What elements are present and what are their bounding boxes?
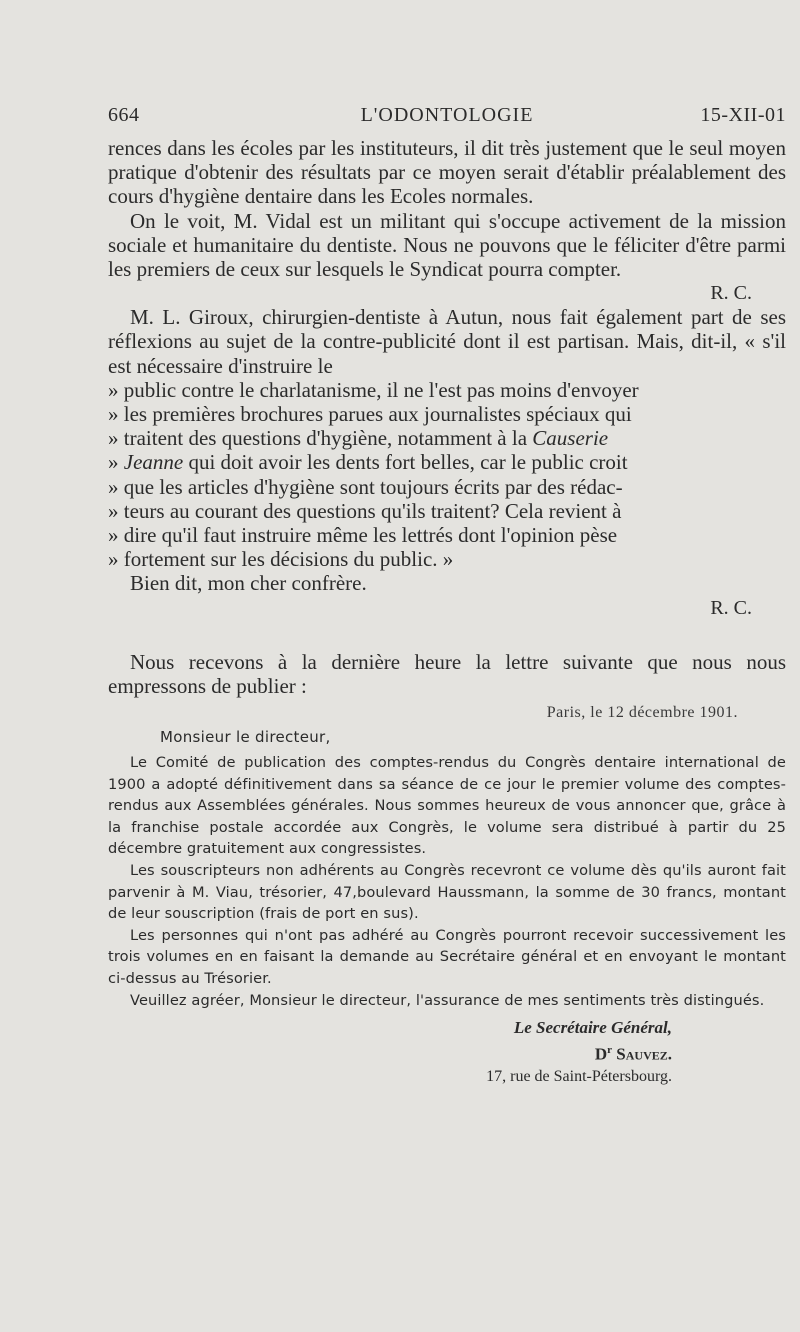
letter-salutation: Monsieur le directeur, xyxy=(160,728,331,747)
signature-address: 17, rue de Saint-Pétersbourg. xyxy=(486,1067,672,1085)
quote-line: » dire qu'il faut instruire même les lettrés dont l'opinion pèse xyxy=(108,523,618,548)
paragraph-3: M. L. Giroux, chirurgien-dentiste à Autun, nous fait également part de ses réflexions au sujet de la contre-publicité dont il est partisan. Mais, dit-il, « s'il est nécessaire d'instruire le xyxy=(108,305,786,378)
letter-paragraph-3: Les personnes qui n'ont pas adhéré au Congrès pourront recevoir successivement les trois volumes en en faisant la demande au Secrétaire général et en envoyant le montant ci-dessus au Trésorier. xyxy=(108,926,786,987)
initials-signature-1: R. C. xyxy=(710,282,752,305)
quote-mark: » xyxy=(108,450,124,475)
quote-line: » que les articles d'hygiène sont toujours écrits par des rédac- xyxy=(108,474,623,499)
paragraph-1: rences dans les écoles par les instituteurs, il dit très justement que le seul moyen pratique d'obtenir des résultats par ce moyen serait d'établir préalablement des cours d'hygiène dentaire dans les Ecoles normales. xyxy=(108,136,786,209)
quote-line-text: qui doit avoir les dents fort belles, car le public croit xyxy=(183,450,628,475)
signature-superscript: r xyxy=(607,1044,613,1057)
issue-date: 15-XII-01 xyxy=(700,104,786,126)
journal-title: L'ODONTOLOGIE xyxy=(360,104,534,126)
quote-line: » public contre le charlatanisme, il ne l'est pas moins d'envoyer xyxy=(108,377,639,402)
letter xyxy=(108,704,786,1088)
italic-jeanne: Jeanne xyxy=(123,450,184,475)
quote-line: » les premières brochures parues aux journalistes spéciaux qui xyxy=(108,402,632,427)
letter-place-date: Paris, le 12 décembre 1901. xyxy=(546,704,738,722)
letter-paragraph-4: Veuillez agréer, Monsieur le directeur, l'assurance de mes sentiments très distingués. xyxy=(130,991,765,1009)
paragraph-4: Bien dit, mon cher confrère. xyxy=(130,571,367,596)
article-body xyxy=(108,136,786,1088)
quoted-passage xyxy=(108,378,786,572)
quote-line xyxy=(108,450,786,474)
signature-title: Le Secrétaire Général, xyxy=(513,1018,672,1038)
letter-paragraph-2: Les souscripteurs non adhérents au Congrès recevront ce volume dès qu'ils auront fait parvenir à M. Viau, trésorier, 47,boulevard Haussmann, la somme de 30 francs, montant de leur souscription (frais de port en sus). xyxy=(108,862,786,923)
paragraph-5: Nous recevons à la dernière heure la lettre suivante que nous nous empressons de publier : xyxy=(108,649,786,698)
quote-line: » fortement sur les décisions du public. » xyxy=(108,547,454,572)
paragraph-2: On le voit, M. Vidal est un militant qui s'occupe activement de la mission sociale et humanitaire du dentiste. Nous ne pouvons que le féliciter d'être parmi les premiers de ceux sur lesquels le Syndicat pourra compter. xyxy=(108,208,786,282)
letter-paragraph-1: Le Comité de publication des comptes-rendus du Congrès dentaire international de 1900 a adopté définitivement dans sa séance de ce jour le premier volume des comptes-rendus aux Assemblées générales. Nous sommes heureux de vous annoncer que, grâce à la franchise postale accordée aux Congrès, le volume sera distribué à partir du 25 décembre gratuitement aux congressistes. xyxy=(108,754,786,858)
running-header xyxy=(108,104,786,134)
quote-line-text: » traitent des questions d'hygiène, notamment à la xyxy=(108,426,533,451)
initials-signature-2: R. C. xyxy=(710,596,752,619)
page-number: 664 xyxy=(108,104,140,126)
signature-name: Sauvez. xyxy=(616,1044,672,1064)
quote-line xyxy=(108,426,786,450)
section-spacer xyxy=(108,620,786,650)
signature-prefix: D xyxy=(594,1044,608,1064)
signature-name-line xyxy=(108,1039,672,1066)
letter-closing xyxy=(108,1017,786,1088)
italic-causerie: Causerie xyxy=(532,426,609,451)
quote-line: » teurs au courant des questions qu'ils traitent? Cela revient à xyxy=(108,498,622,523)
